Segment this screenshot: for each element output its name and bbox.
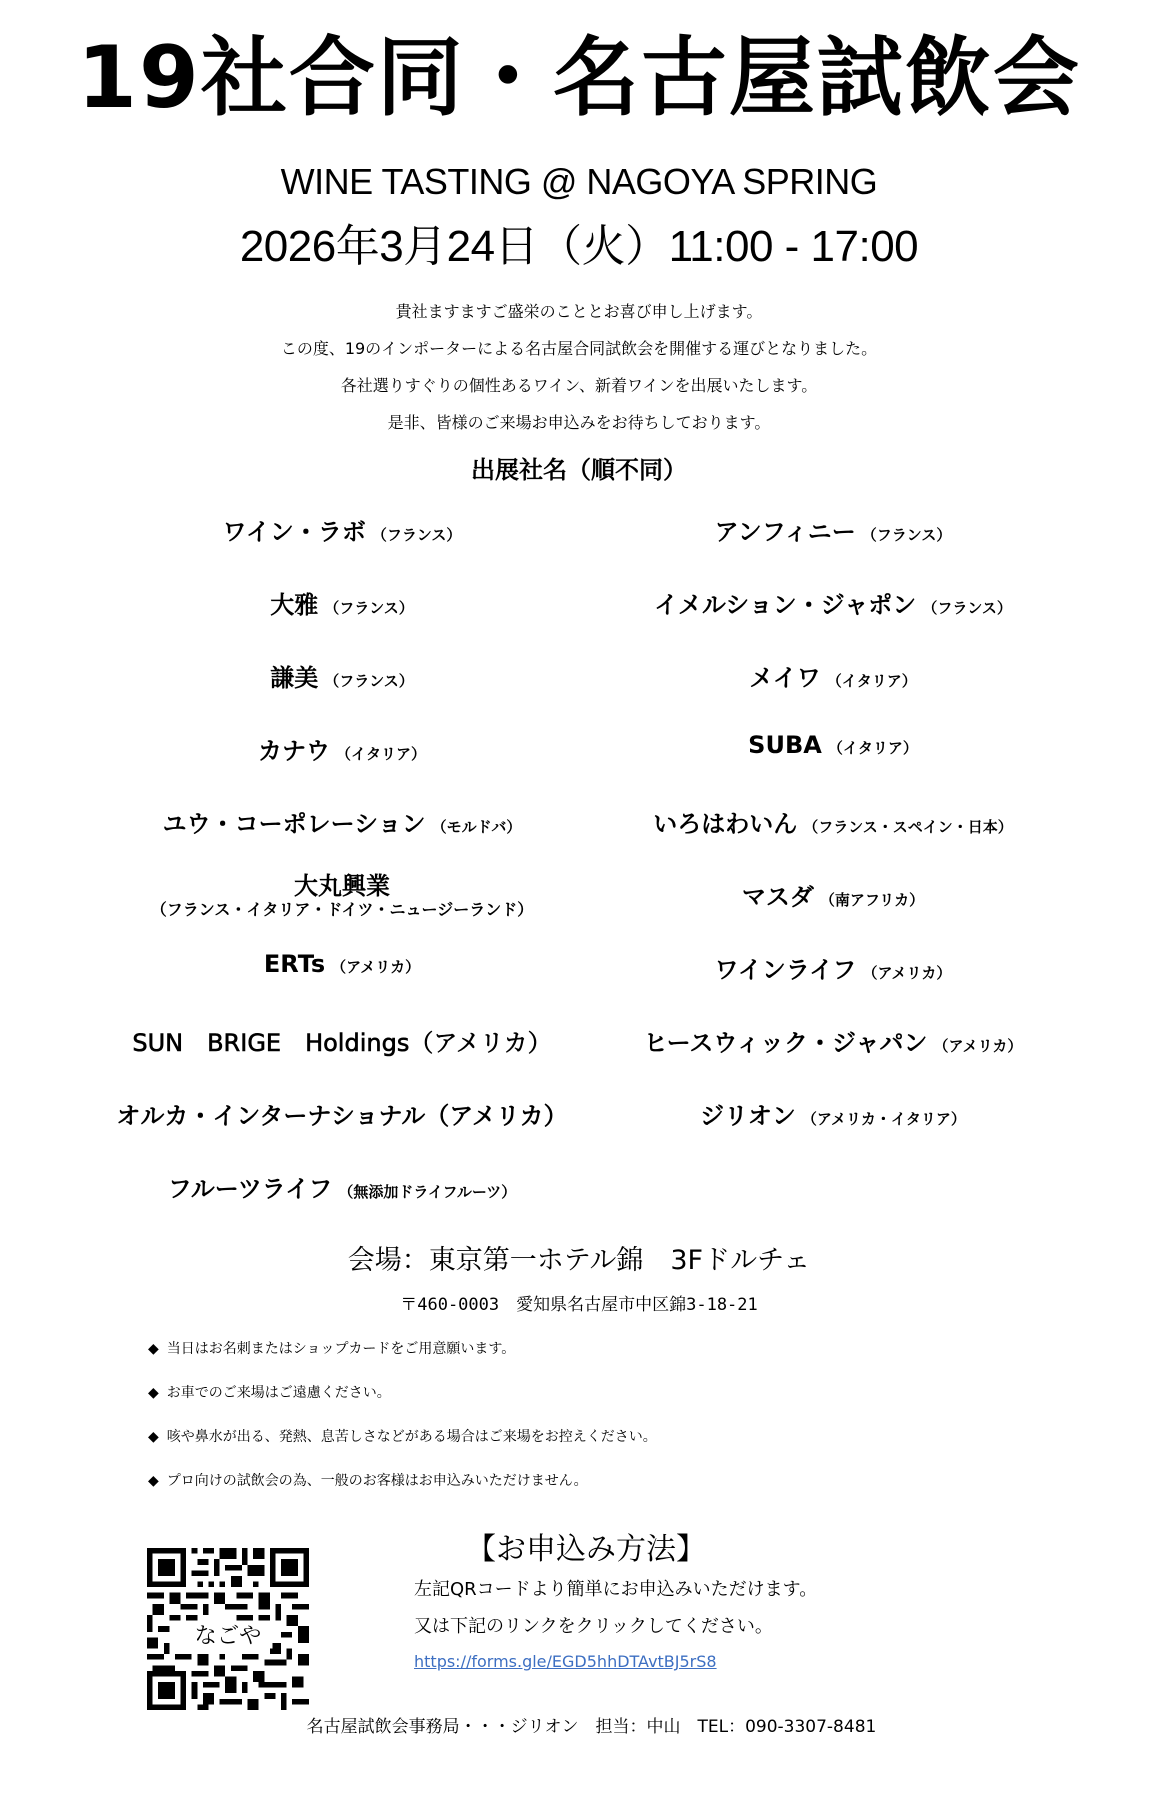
event-date-time: 2026年3月24日（火）11:00 - 17:00	[239, 222, 919, 271]
exhibitor-item	[62, 512, 622, 547]
notice-text: 咳や鼻水が出る、発熱、息苦しさなどがある場合はご来場をお控えください。	[166, 1429, 657, 1445]
diamond-bullet-icon: ◆	[148, 1341, 159, 1357]
exhibitor-name: カナウ	[257, 737, 330, 765]
qr-code[interactable]	[147, 1548, 309, 1710]
exhibitor-name: メイワ	[749, 664, 821, 692]
diamond-bullet-icon: ◆	[148, 1429, 159, 1445]
exhibitor-name: SUBA	[748, 731, 822, 759]
exhibitor-country: （モルドバ）	[431, 818, 522, 836]
application-instruction: 左記QRコードより簡単にお申込みいただけます。	[414, 1579, 818, 1600]
exhibitor-country: （フランス）	[324, 599, 414, 617]
exhibitor-country: （アメリカ・イタリア）	[801, 1110, 966, 1128]
exhibitor-name: ユウ・コーポレーション	[162, 810, 426, 838]
exhibitor-item	[62, 950, 622, 978]
intro-line: 貴社ますますご盛栄のこととお喜び申し上げます。	[395, 302, 763, 321]
exhibitor-name: マスダ	[741, 883, 814, 911]
notice-item	[148, 1472, 588, 1490]
exhibitor-country: （アメリカ）	[331, 958, 421, 976]
exhibitor-name: アンフィニー	[714, 518, 856, 546]
exhibitor-country: （フランス）	[922, 599, 1012, 617]
exhibitor-item	[553, 731, 1113, 759]
exhibitor-country: （イタリア）	[826, 672, 917, 690]
exhibitors-heading: 出展社名（順不同）	[471, 456, 687, 484]
exhibitor-country: （アメリカ）	[933, 1037, 1023, 1055]
exhibitor-name: ジリオン	[700, 1102, 796, 1130]
exhibitor-name: 謙美	[270, 664, 319, 692]
exhibitor-country: （無添加ドライフルーツ）	[338, 1183, 517, 1201]
notice-text: プロ向けの試飲会の為、一般のお客様はお申込みいただけません。	[166, 1473, 588, 1489]
exhibitor-item	[62, 1096, 622, 1131]
application-heading: 【お申込み方法】	[466, 1532, 706, 1567]
intro-line: この度、19のインポーターによる名古屋合同試飲会を開催する運びとなりました。	[280, 339, 878, 358]
exhibitor-name: ERTs	[263, 950, 326, 978]
exhibitor-item	[62, 658, 622, 693]
exhibitor-item	[62, 585, 622, 620]
exhibitor-name: フルーツライフ	[167, 1175, 333, 1203]
exhibitor-country: （フランス）	[861, 526, 952, 544]
exhibitor-name: 大雅	[270, 591, 319, 619]
notice-item	[148, 1340, 515, 1358]
venue-label: 会場：東京第一ホテル錦 3Fドルチェ	[347, 1245, 811, 1276]
exhibitor-item	[553, 950, 1113, 985]
exhibitor-name: いろはわいん	[653, 810, 798, 838]
exhibitor-name: ワイン・ラボ	[222, 518, 366, 546]
exhibitor-item	[553, 877, 1113, 912]
exhibitor-name: SUN BRIGE Holdings	[132, 1029, 410, 1057]
application-instruction: 又は下記のリンクをクリックしてください。	[414, 1616, 773, 1637]
notice-item	[148, 1428, 657, 1446]
exhibitor-name: ヒースウィック・ジャパン	[643, 1029, 928, 1057]
venue-address: 〒460-0003 愛知県名古屋市中区錦3-18-21	[400, 1295, 758, 1315]
exhibitor-country: （アメリカ）	[425, 1102, 568, 1130]
exhibitor-country: （アメリカ）	[862, 964, 952, 982]
application-form-link[interactable]: https://forms.gle/EGD5hhDTAvtBJ5rS8	[414, 1652, 717, 1671]
exhibitor-country: （フランス）	[371, 526, 462, 544]
exhibitor-country: （南アフリカ）	[819, 891, 925, 909]
exhibitor-item	[553, 1096, 1113, 1131]
exhibitor-item	[62, 1169, 622, 1204]
exhibitor-country: （フランス・スペイン・日本）	[803, 818, 1013, 836]
exhibitor-item	[553, 512, 1113, 547]
exhibitor-item	[62, 804, 622, 839]
exhibitor-item	[62, 866, 622, 919]
page-title: 19社合同・名古屋試飲会	[77, 28, 1081, 128]
svg-text:なごや: なごや	[194, 1622, 262, 1649]
exhibitor-country: （フランス）	[324, 672, 414, 690]
notice-text: お車でのご来場はご遠慮ください。	[166, 1385, 391, 1401]
exhibitor-item	[553, 804, 1113, 839]
exhibitor-item	[62, 731, 622, 766]
qr-code-icon	[147, 1548, 309, 1710]
diamond-bullet-icon: ◆	[148, 1473, 159, 1489]
exhibitor-item	[553, 658, 1113, 693]
notice-text: 当日はお名刺またはショップカードをご用意願います。	[166, 1341, 516, 1357]
exhibitor-country: （イタリア）	[827, 739, 918, 757]
notice-item	[148, 1384, 391, 1402]
exhibitor-name: ワインライフ	[714, 956, 857, 984]
diamond-bullet-icon: ◆	[148, 1385, 159, 1401]
exhibitor-name: イメルション・ジャポン	[654, 591, 917, 619]
intro-line: 各社選りすぐりの個性あるワイン、新着ワインを出展いたします。	[340, 376, 818, 395]
exhibitor-country: （アメリカ）	[409, 1029, 552, 1057]
exhibitor-item	[553, 1023, 1113, 1058]
exhibitor-name: オルカ・インターナショナル	[116, 1102, 426, 1130]
exhibitor-country: （イタリア）	[335, 745, 426, 763]
exhibitor-item	[62, 1023, 622, 1058]
event-subtitle: WINE TASTING @ NAGOYA SPRING	[280, 161, 878, 202]
contact-info: 名古屋試飲会事務局・・・ジリオン 担当：中山 TEL：090-3307-8481	[306, 1717, 877, 1737]
exhibitor-name: 大丸興業	[294, 872, 390, 900]
exhibitor-item	[553, 585, 1113, 620]
exhibitor-country: （フランス・イタリア・ドイツ・ニュージーランド）	[150, 900, 534, 919]
intro-line: 是非、皆様のご来場お申込みをお待ちしております。	[387, 413, 771, 432]
